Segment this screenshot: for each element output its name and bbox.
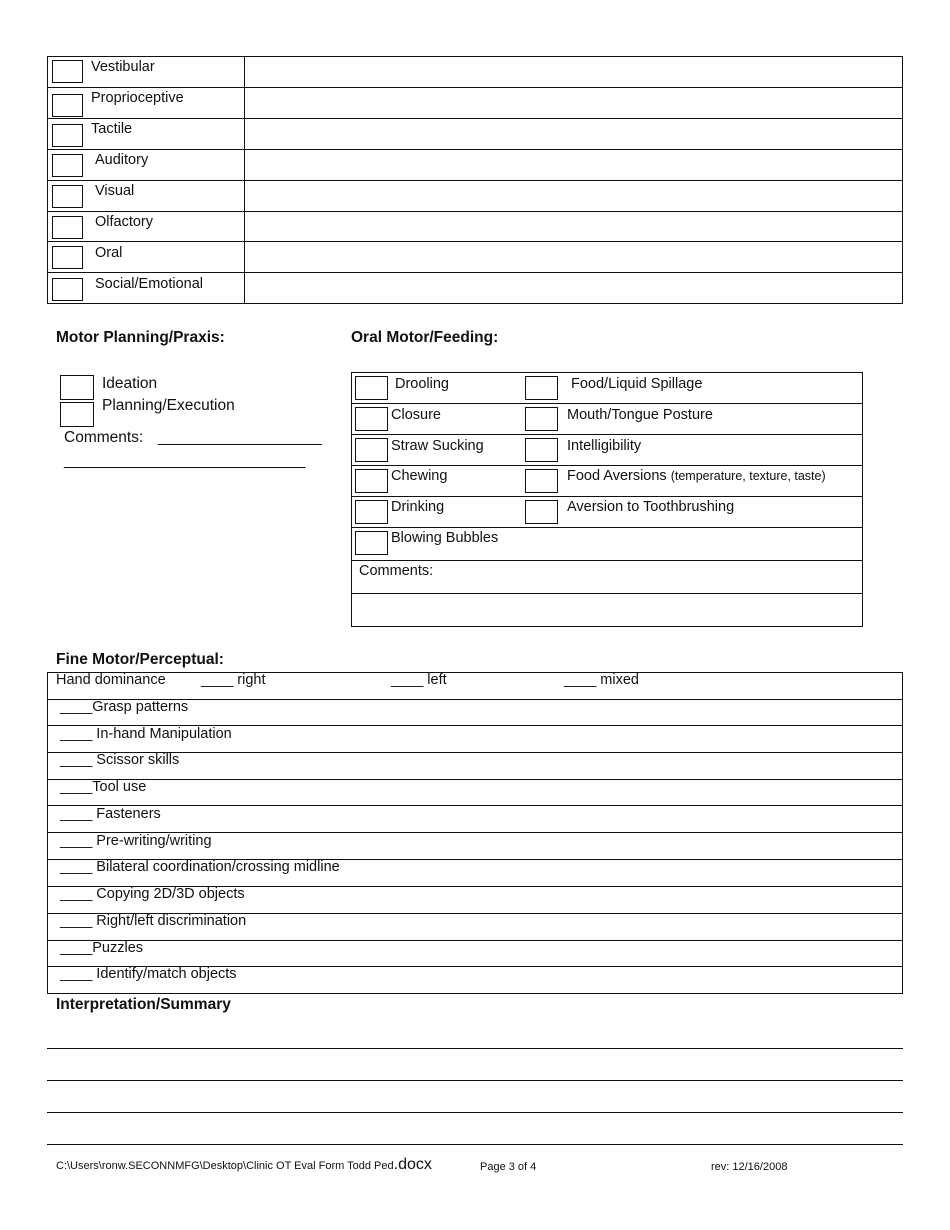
summary-line-1[interactable] (47, 1048, 903, 1049)
footer-file-path (56, 1156, 432, 1175)
hand-right-option[interactable] (201, 671, 266, 689)
intelligibility-label: Intelligibility (567, 438, 642, 454)
proprioceptive-notes[interactable] (246, 88, 901, 117)
interpretation-heading: Interpretation/Summary (56, 996, 231, 1013)
fine-motor-row (60, 965, 237, 983)
ideation-checkbox[interactable] (60, 375, 94, 400)
row-line (351, 527, 863, 528)
social-emotional-checkbox[interactable] (52, 278, 83, 301)
motor-planning-heading: Motor Planning/Praxis: (56, 329, 225, 346)
auditory-label: Auditory (95, 152, 149, 168)
fine-motor-heading: Fine Motor/Perceptual: (56, 651, 224, 668)
proprioceptive-checkbox[interactable] (52, 94, 83, 117)
fine-motor-row (60, 698, 188, 716)
social-emotional-label: Social/Emotional (95, 276, 203, 292)
blowing-bubbles-checkbox[interactable] (355, 531, 388, 555)
tactile-checkbox[interactable] (52, 124, 83, 147)
chewing-checkbox[interactable] (355, 469, 388, 493)
ideation-label: Ideation (102, 375, 158, 392)
in-hand-manipulation-label: In-hand Manipulation (96, 726, 232, 742)
fine-motor-row (60, 858, 340, 876)
fasteners-blank[interactable]: ____ (60, 806, 97, 822)
fine-motor-row (60, 832, 212, 850)
copying-objects-blank[interactable]: ____ (60, 886, 97, 902)
puzzles-blank[interactable]: ____ (60, 940, 93, 956)
visual-checkbox[interactable] (52, 185, 83, 208)
food-liquid-spillage-label: Food/Liquid Spillage (571, 376, 703, 392)
tool-use-label: Tool use (92, 779, 147, 795)
social-emotional-notes[interactable] (246, 273, 901, 302)
puzzles-label: Puzzles (92, 940, 144, 956)
hand-left-blank[interactable]: ____ (391, 672, 424, 688)
oral-comments-field[interactable] (353, 595, 861, 625)
bilateral-coordination-label: Bilateral coordination/crossing midline (96, 859, 340, 875)
bilateral-coordination-blank[interactable]: ____ (60, 859, 97, 875)
footer-page-number: Page 3 of 4 (480, 1161, 537, 1173)
mouth-tongue-posture-checkbox[interactable] (525, 407, 558, 431)
row-line (47, 779, 903, 780)
proprioceptive-label: Proprioceptive (91, 90, 184, 106)
aversion-toothbrushing-label: Aversion to Toothbrushing (567, 499, 735, 515)
grasp-patterns-label: Grasp patterns (92, 699, 189, 715)
in-hand-manipulation-blank[interactable]: ____ (60, 726, 97, 742)
fine-motor-row (60, 885, 245, 903)
identify-match-label: Identify/match objects (96, 966, 237, 982)
food-liquid-spillage-checkbox[interactable] (525, 376, 558, 400)
footer-ext: .docx (393, 1156, 432, 1173)
intelligibility-checkbox[interactable] (525, 438, 558, 462)
summary-line-4[interactable] (47, 1144, 903, 1145)
mouth-tongue-posture-label: Mouth/Tongue Posture (567, 407, 713, 423)
aversion-toothbrushing-checkbox[interactable] (525, 500, 558, 524)
summary-line-3[interactable] (47, 1112, 903, 1113)
visual-label: Visual (95, 183, 135, 199)
planning-execution-checkbox[interactable] (60, 402, 94, 427)
oral-motor-heading: Oral Motor/Feeding: (351, 329, 499, 346)
drooling-checkbox[interactable] (355, 376, 388, 400)
footer-revision: rev: 12/16/2008 (711, 1161, 788, 1173)
vestibular-checkbox[interactable] (52, 60, 83, 83)
oral-label: Oral (95, 245, 123, 261)
fine-motor-row (60, 725, 232, 743)
row-line (351, 593, 863, 594)
olfactory-label: Olfactory (95, 214, 154, 230)
fine-motor-row (60, 912, 246, 930)
grasp-patterns-blank[interactable]: ____ (60, 699, 93, 715)
planning-execution-label: Planning/Execution (102, 397, 235, 414)
fine-motor-row (60, 751, 179, 769)
food-aversions-label (567, 467, 826, 485)
row-line (351, 434, 863, 435)
summary-line-2[interactable] (47, 1080, 903, 1081)
vestibular-label: Vestibular (91, 59, 155, 75)
visual-notes[interactable] (246, 181, 901, 210)
straw-sucking-checkbox[interactable] (355, 438, 388, 462)
row-line (47, 940, 903, 941)
pre-writing-label: Pre-writing/writing (96, 833, 212, 849)
row-line (351, 403, 863, 404)
auditory-checkbox[interactable] (52, 154, 83, 177)
drinking-label: Drinking (391, 499, 445, 515)
oral-comments-label: Comments: (359, 563, 434, 579)
right-left-discrimination-blank[interactable]: ____ (60, 913, 97, 929)
closure-label: Closure (391, 407, 441, 423)
copying-objects-label: Copying 2D/3D objects (96, 886, 245, 902)
row-line (351, 496, 863, 497)
olfactory-checkbox[interactable] (52, 216, 83, 239)
identify-match-blank[interactable]: ____ (60, 966, 97, 982)
hand-mixed-option[interactable] (564, 671, 639, 689)
fine-motor-row (60, 778, 146, 796)
row-line (351, 560, 863, 561)
fine-motor-row (60, 805, 161, 823)
oral-notes[interactable] (246, 242, 901, 271)
food-aversions-note: (temperature, texture, taste) (670, 469, 826, 483)
hand-dominance-label: Hand dominance (56, 672, 166, 688)
chewing-label: Chewing (391, 468, 448, 484)
right-left-discrimination-label: Right/left discrimination (96, 913, 247, 929)
auditory-notes[interactable] (246, 150, 901, 179)
tactile-label: Tactile (91, 121, 133, 137)
closure-checkbox[interactable] (355, 407, 388, 431)
blowing-bubbles-label: Blowing Bubbles (391, 530, 499, 546)
tool-use-blank[interactable]: ____ (60, 779, 93, 795)
footer-path: C:\Users\ronw.SECONNMFG\Desktop\Clinic OT Eval Form Todd Ped (56, 1160, 394, 1172)
hand-mixed-label: mixed (600, 672, 639, 688)
hand-left-label: left (427, 672, 447, 688)
drooling-label: Drooling (395, 376, 449, 392)
row-line (351, 465, 863, 466)
oral-checkbox[interactable] (52, 246, 83, 269)
fasteners-label: Fasteners (96, 806, 161, 822)
scissor-skills-blank[interactable]: ____ (60, 752, 97, 768)
hand-right-blank[interactable]: ____ (201, 672, 234, 688)
motor-comments-line-1[interactable]: ___________________ (158, 429, 322, 446)
drinking-checkbox[interactable] (355, 500, 388, 524)
vestibular-notes[interactable] (246, 57, 901, 86)
hand-mixed-blank[interactable]: ____ (564, 672, 597, 688)
motor-comments-line-2[interactable]: ____________________________ (64, 452, 306, 469)
hand-right-label: right (237, 672, 266, 688)
olfactory-notes[interactable] (246, 212, 901, 240)
motor-comments-label: Comments: (64, 429, 144, 446)
hand-left-option[interactable] (391, 671, 447, 689)
pre-writing-blank[interactable]: ____ (60, 833, 97, 849)
scissor-skills-label: Scissor skills (96, 752, 180, 768)
straw-sucking-label: Straw Sucking (391, 438, 484, 454)
food-aversions-text: Food Aversions (567, 468, 667, 484)
tactile-notes[interactable] (246, 119, 901, 148)
food-aversions-checkbox[interactable] (525, 469, 558, 493)
fine-motor-row (60, 939, 143, 957)
row-line (47, 805, 903, 806)
